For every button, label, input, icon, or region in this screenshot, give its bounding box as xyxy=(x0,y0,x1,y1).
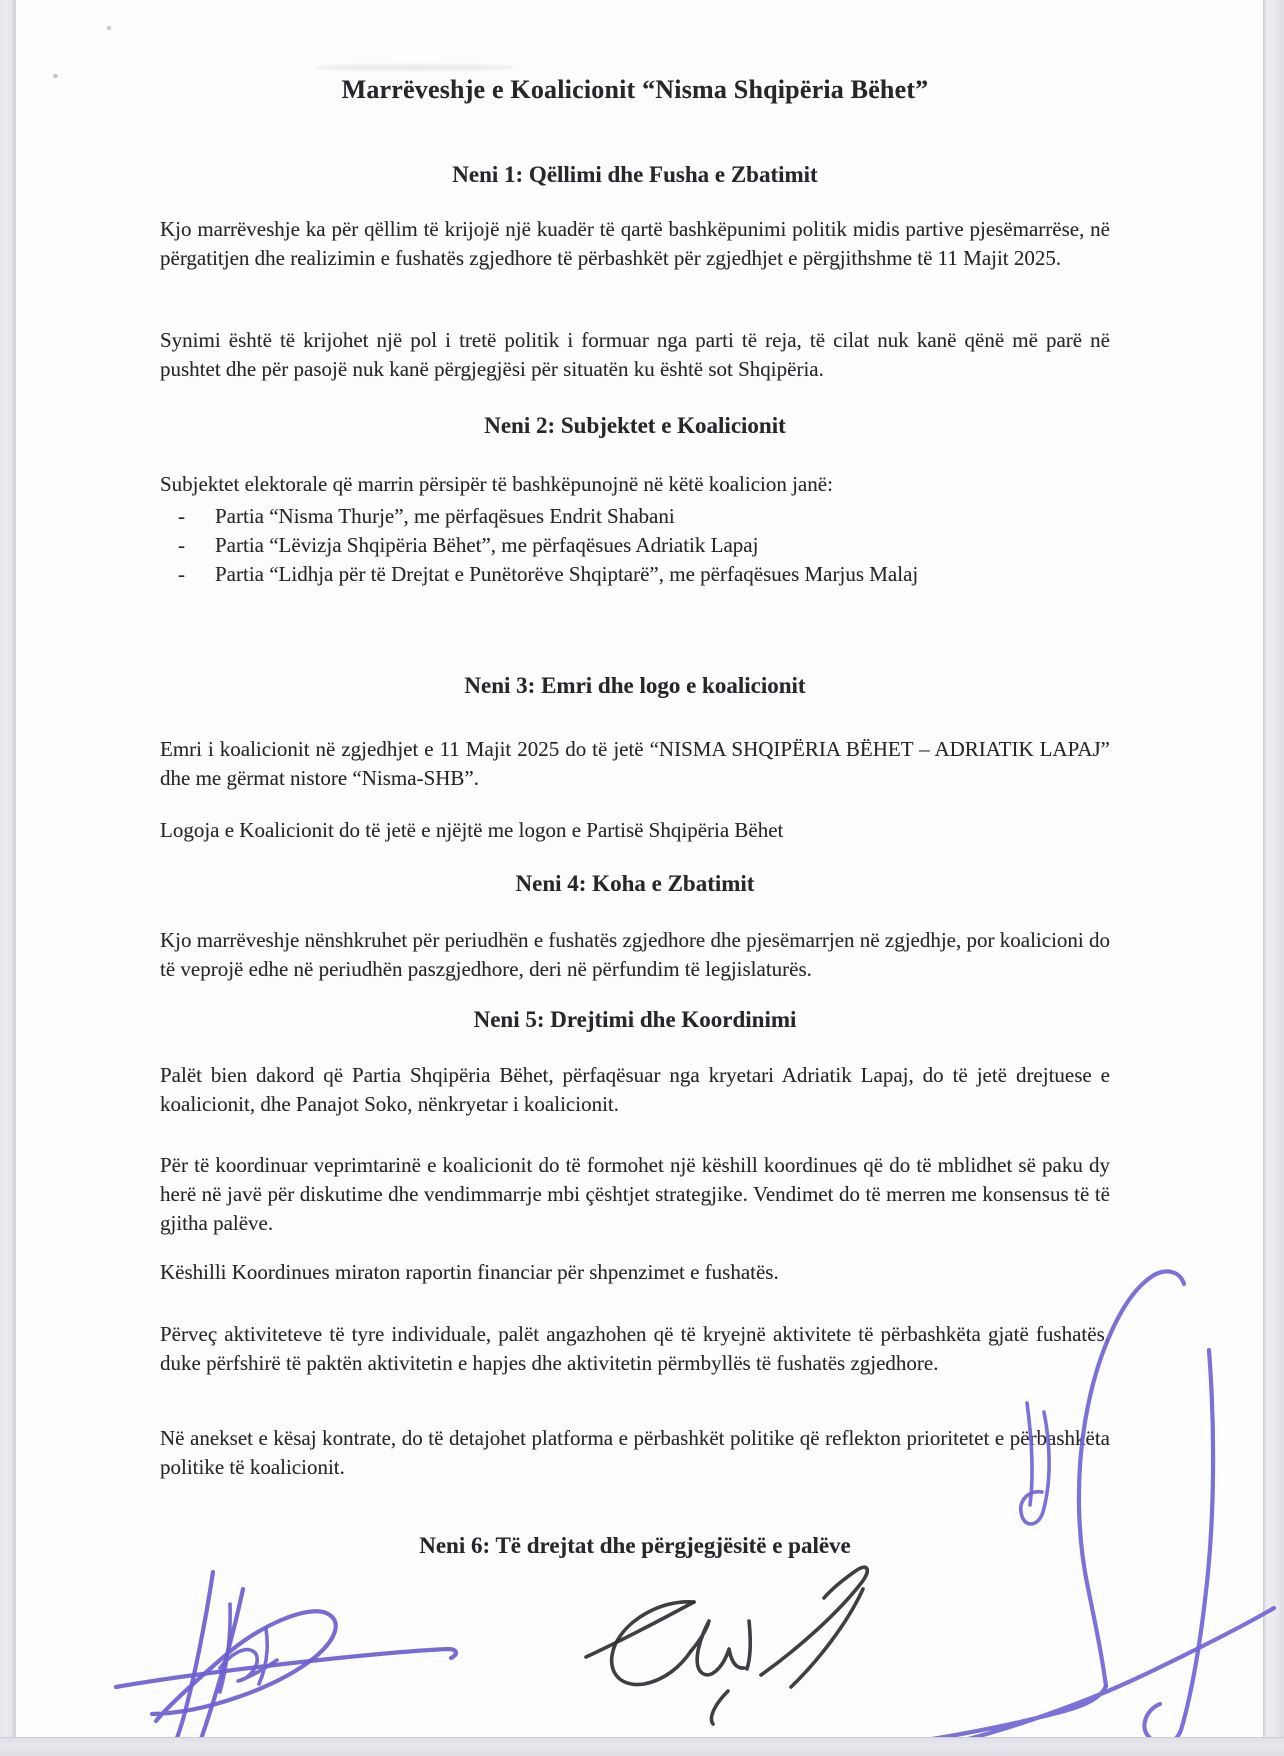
signature-stroke xyxy=(791,1589,863,1687)
signature-stroke xyxy=(116,1649,456,1687)
article-6-heading: Neni 6: Të drejtat dhe përgjegjësitë e palëve xyxy=(419,1533,851,1558)
scan-speckle xyxy=(107,26,111,30)
article-1-heading: Neni 1: Qëllimi dhe Fusha e Zbatimit xyxy=(452,162,818,187)
list-item: - Partia “Lidhja për të Drejtat e Punëtorëve Shqiptarë”, me përfaqësues Marjus Malaj xyxy=(160,560,1110,589)
article-5-paragraph-2: Për të koordinuar veprimtarinë e koalicionit do të formohet një këshill koordinues që do të mblidhet së paku dy herë në javë për diskutime dhe vendimmarrje mbi çështjet strategjike. Vendimet do të merren me konsensus të të gjitha palëve. xyxy=(160,1153,1110,1235)
article-2-heading: Neni 2: Subjektet e Koalicionit xyxy=(484,413,786,438)
article-5-paragraph-1: Palët bien dakord që Partia Shqipëria Bëhet, përfaqësuar nga kryetari Adriatik Lapaj, do të jetë drejtuese e koalicionit, dhe Panajot Soko, nënkryetar i koalicionit. xyxy=(160,1063,1110,1116)
signature-stroke xyxy=(198,1589,243,1748)
article-3-paragraph-1: Emri i koalicionit në zgjedhjet e 11 Majit 2025 do të jetë “NISMA SHQIPËRIA BËHET – ADRIATIK LAPAJ” dhe me gërmat nistore “Nisma-SHB”. xyxy=(160,737,1110,790)
article-4-heading: Neni 4: Koha e Zbatimit xyxy=(515,871,755,896)
article-5-paragraph-4: Përveç aktiviteteve të tyre individuale, palët angazhohen që të kryejnë aktivitete të përbashkëta gjatë fushatës, duke përfshirë të paktën aktivitetin e hapjes dhe aktivitetin përmbyllës të fushatës zgjedhore. xyxy=(160,1322,1110,1375)
signature-stroke xyxy=(152,1611,336,1721)
article-5-heading: Neni 5: Drejtimi dhe Koordinimi xyxy=(473,1007,797,1032)
article-5-paragraph-5: Në anekset e kësaj kontrate, do të detajohet platforma e përbashkët politike që reflekton prioritetet e përbashkëta politike të koalicionit. xyxy=(160,1426,1110,1479)
signature-stroke xyxy=(586,1602,694,1657)
signature-stroke xyxy=(747,1621,750,1669)
signature-stroke xyxy=(612,1602,694,1685)
signature-center xyxy=(575,1550,885,1735)
page-break-bar xyxy=(0,1737,1284,1756)
signature-stroke xyxy=(691,1621,744,1675)
signature-stroke xyxy=(711,1691,728,1724)
article-5-paragraph-3: Këshilli Koordinues miraton raportin financiar për shpenzimet e fushatës. xyxy=(160,1260,779,1284)
article-1-paragraph-2: Synimi është të krijohet një pol i tretë politik i formuar nga parti të reja, të cilat nuk kanë qënë më parë në pushtet dhe për pasojë nuk kanë përgjegjësi për situatën ku është sot Shqipëria. xyxy=(160,328,1110,381)
signature-stroke xyxy=(220,1604,277,1692)
scan-smudge xyxy=(315,64,515,71)
article-2-intro: Subjektet elektorale që marrin përsipër të bashkëpunojnë në këtë koalicion janë: xyxy=(160,472,833,496)
list-item: - Partia “Nisma Thurje”, me përfaqësues Endrit Shabani xyxy=(160,502,1110,531)
article-3-heading: Neni 3: Emri dhe logo e koalicionit xyxy=(464,673,806,698)
signature-stroke xyxy=(171,1572,213,1751)
signature-left xyxy=(40,1565,470,1756)
article-4-paragraph-1: Kjo marrëveshje nënshkruhet për periudhën e fushatës zgjedhore dhe pjesëmarrjen në zgjedhje, por koalicioni do të veprojë edhe në periudhën paszgjedhore, deri në përfundim të legjislaturës. xyxy=(160,928,1110,981)
article-1-paragraph-1: Kjo marrëveshje ka për qëllim të krijojë një kuadër të qartë bashkëpunimi politik midis partive pjesëmarrëse, në përgatitjen dhe realizimin e fushatës zgjedhore të përbashkët për zgjedhjet e përgjithshme të 11 Majit 2025. xyxy=(160,217,1110,270)
signature-stroke xyxy=(908,1608,1274,1749)
list-item: - Partia “Lëvizja Shqipëria Bëhet”, me përfaqësues Adriatik Lapaj xyxy=(160,531,1110,560)
signature-stroke xyxy=(1144,1350,1213,1744)
article-3-paragraph-2: Logoja e Koalicionit do të jetë e njëjtë me logon e Partisë Shqipëria Bëhet xyxy=(160,818,784,842)
scan-speckle xyxy=(53,74,58,78)
coalition-parties-list xyxy=(160,502,1110,589)
signature-stroke xyxy=(761,1567,867,1675)
document-title: Marrëveshje e Koalicionit “Nisma Shqipëria Bëhet” xyxy=(341,75,929,104)
scan-gutter-left xyxy=(0,0,16,1756)
scan-gutter-right xyxy=(1263,0,1284,1756)
